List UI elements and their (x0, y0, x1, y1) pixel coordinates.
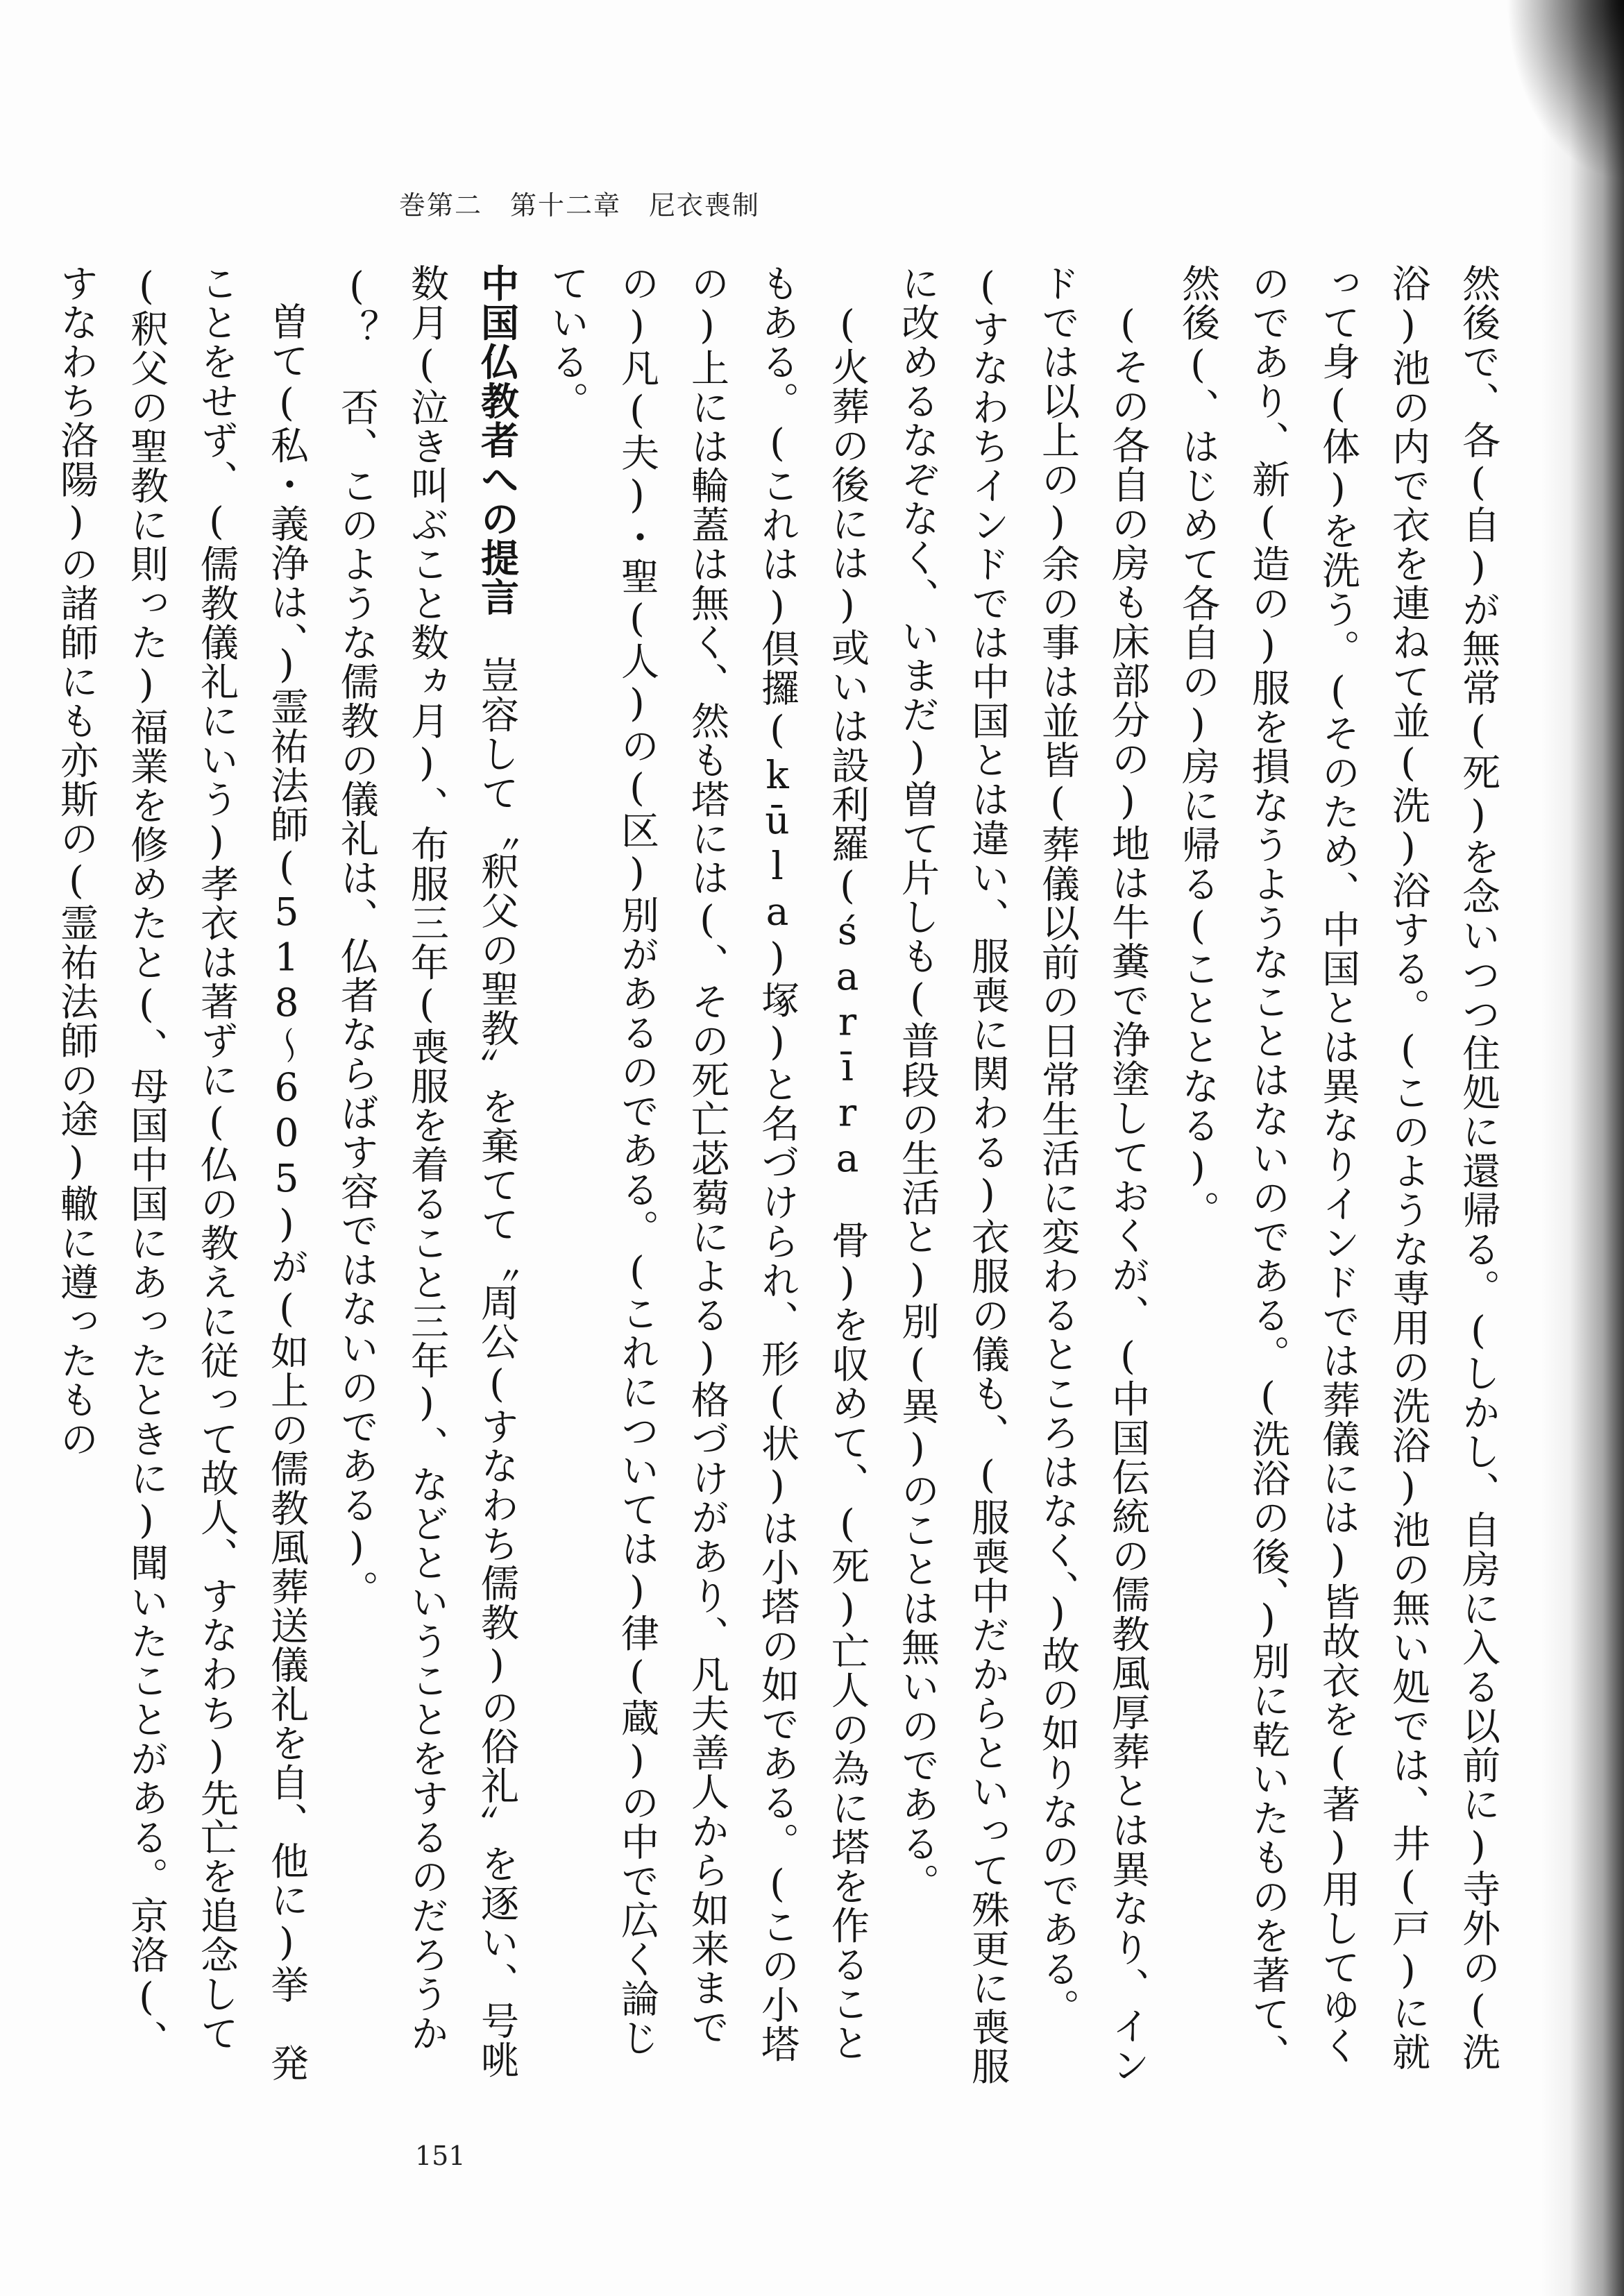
paragraph-3: (火葬の後には)或いは設利羅(śarīra 骨)を収めて、(死)亡人の為に塔を作ることもある。(これは)倶攞(kūla)塚)と名づけられ、形(状)は小塔の如である。(この小塔の)上には輪蓋は無く、然も塔には(、その死亡苾蒭による)格づけがあり、凡夫善人から如来までの)凡(夫)・聖(人)の(区)別があるのである。(これについては)律(蔵)の中で広く論じている。 (545, 264, 870, 2064)
vertical-body-text (54, 264, 1513, 2095)
scan-edge-shadow (1541, 0, 1624, 2296)
paragraph-1: 然後で、各(自)が無常(死)を念いつつ住処に還帰る。(しかし、自房に入る以前に)寺外の(洗浴)池の内で衣を連ねて並(洗)浴する。(このような専用の洗浴)池の無い処では、井(戸)に就って身(体)を洗う。(そのため、中国とは異なりインドでは葬儀には)皆故衣を(著)用してゆくのであり、新(造の)服を損なうようなことはないのである。(洗浴の後、)別に乾いたものを著て、然後(、はじめて各自の)房に帰る(こととなる)。 (1176, 264, 1500, 2073)
paragraph-5: 曽て(私・義浄は、)霊祐法師(518～605)が(如上の儒教風葬送儀礼を自、他に)挙 発ことをせず、(儒教儀礼にいう)孝衣は著ずに(仏の教えに従って故人、すなわち)先亡を追念して(釈父の聖教に則った)福業を修めたと(、母国中国にあったときに)聞いたことがある。京洛(、すなわち洛陽)の諸師にも亦斯の(霊祐法師の途)轍に遵ったもの (54, 264, 309, 2083)
page-number: 151 (415, 2141, 466, 2171)
running-head: 巻第二 第十二章 尼衣喪制 (399, 190, 761, 221)
section-heading: 中国仏教者への提言 (475, 264, 519, 617)
paragraph-4-text: 豈容して〝釈父の聖教〟を棄てて〝周公(すなわち儒教)の俗礼〟を逐い、号咷数月(泣き叫ぶこと数ヵ月)、布服三年(喪服を着ること三年)、などということをするのだろうか(？ 否、このような儒教の儀礼は、仏者ならばす容ではないのである)。 (335, 264, 519, 2080)
scan-corner-shadow (1506, 0, 1624, 180)
paragraph-2: (その各自の房も床部分の)地は牛糞で浄塗しておくが、(中国伝統の儒教風厚葬とは異なり、インドでは以上の)余の事は並皆(葬儀以前の日常生活に変わるところはなく、)故の如りなのである。(すなわちインドでは中国とは違い、服喪に関わる)衣服の儀も、(服喪中だからといって殊更に喪服に改めるなぞなく、いまだ)曽て片しも(普段の生活と)別(異)のことは無いのである。 (895, 264, 1150, 2086)
paragraph-4 (321, 264, 532, 2095)
